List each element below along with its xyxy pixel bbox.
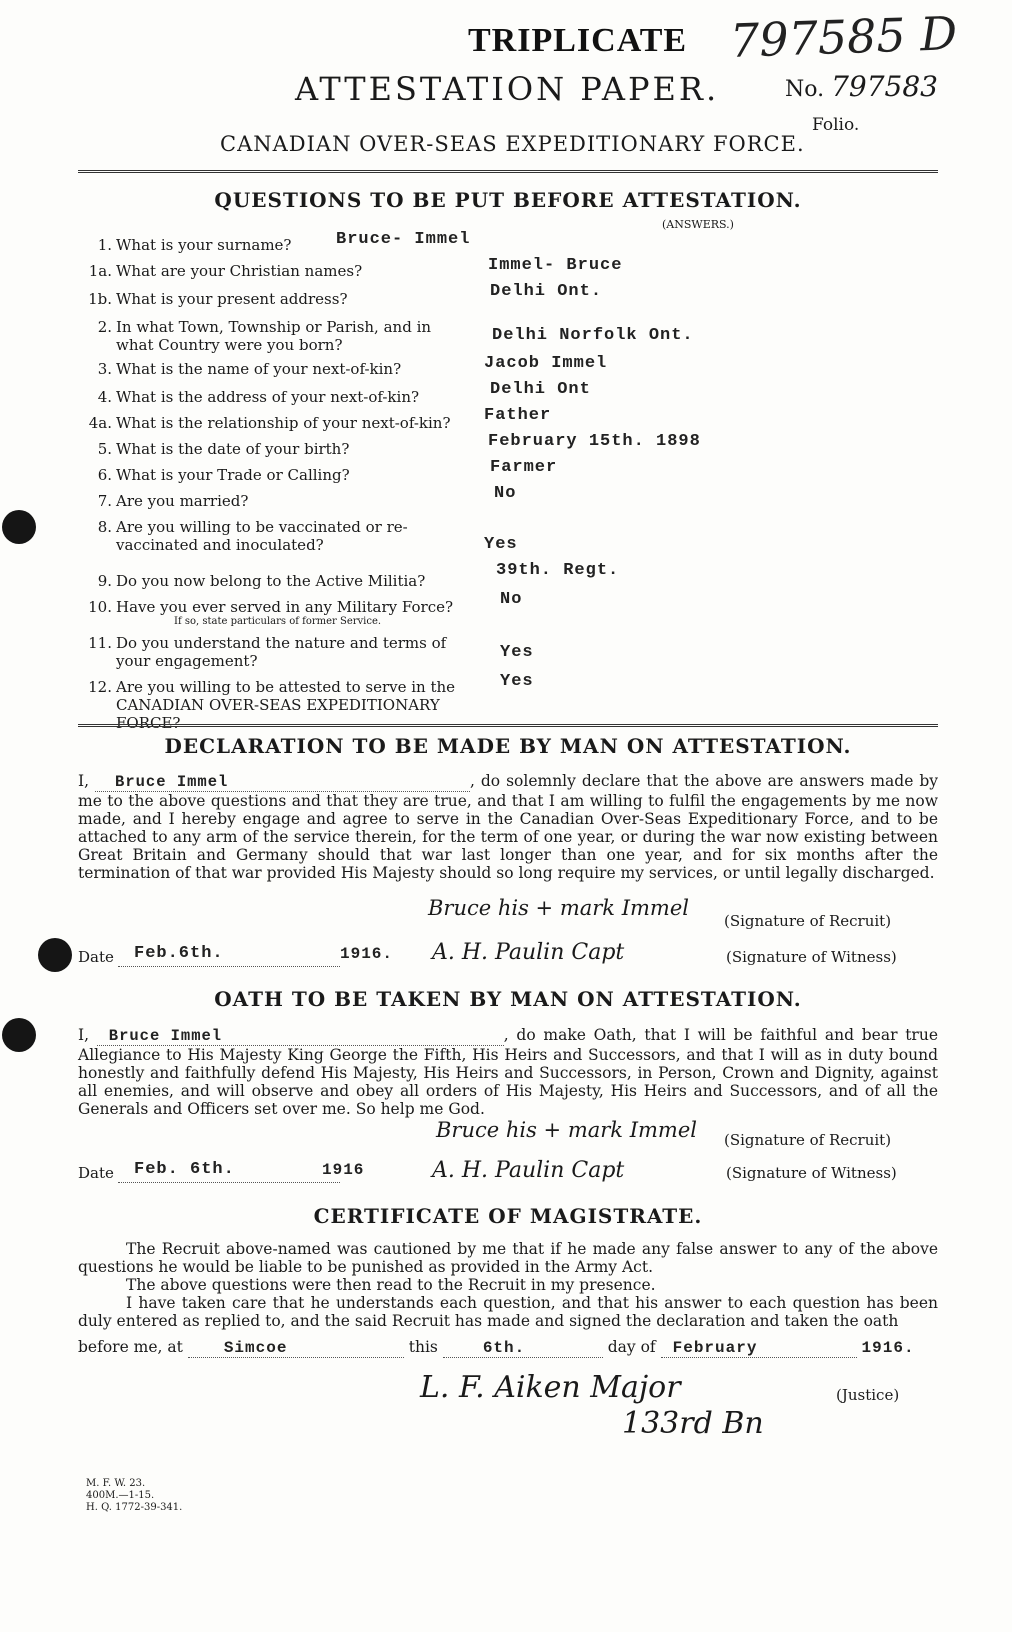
declaration-date-value: Feb.6th. — [134, 944, 224, 963]
punch-hole-1 — [2, 510, 36, 544]
question-text-continued: CANADIAN OVER-SEAS EXPEDITIONARY FORCE? — [116, 696, 440, 732]
question-text: Do you understand the nature and terms of — [116, 634, 447, 652]
oath-i: I, — [78, 1026, 90, 1044]
unit-note: 133rd Bn — [622, 1406, 764, 1441]
certificate-year: 1916. — [861, 1339, 915, 1357]
answer-value: Yes — [500, 672, 534, 691]
punch-hole-3 — [2, 1018, 36, 1052]
certificate-dayof-label: day of — [607, 1338, 656, 1356]
question-text: What is your surname? — [116, 236, 292, 254]
declaration-witness-label: (Signature of Witness) — [726, 948, 897, 966]
question-number: 10. — [88, 598, 112, 616]
question-text: In what Town, Township or Parish, and in — [116, 318, 432, 336]
footer-line-1: M. F. W. 23. — [86, 1478, 146, 1489]
serial-number-value: 797583 — [831, 70, 938, 103]
answer-value: Yes — [500, 643, 534, 662]
question-number: 4. — [97, 388, 112, 406]
document-title: ATTESTATION PAPER. — [295, 70, 720, 108]
question-text-continued: your engagement? — [116, 652, 258, 670]
question-text: What are your Christian names? — [116, 262, 363, 280]
oath-text-2: bear true Allegiance to His Majesty King George the Fifth, His Heirs and Successors, and that I will as in duty bound honestly and faithfully defend His Majesty, His Heirs and Successors, in Person, Crown and Dignity, against all enemies, and will observe and obey all orders of His Majesty, His Heirs and Successors, and of all the Generals and Officers set over me. So help me God. — [78, 1026, 938, 1118]
certificate-p2: The above questions were then read to the Recruit in my presence. — [126, 1276, 656, 1294]
question-number: 1a. — [88, 262, 112, 280]
serial-number-label: No. — [785, 77, 825, 102]
divider — [78, 170, 938, 173]
declaration-text-1: , do solemnly declare that the above are answers — [470, 772, 865, 790]
question-text: What is your Trade or Calling? — [116, 466, 350, 484]
divider — [78, 724, 938, 727]
answer-value: No — [494, 484, 517, 503]
oath-date-value: Feb. 6th. — [134, 1160, 235, 1179]
question-row — [84, 440, 474, 458]
oath-text — [78, 1026, 938, 1118]
answer-value: 39th. Regt. — [496, 561, 620, 580]
question-text-continued: what Country were you born? — [116, 336, 343, 354]
form-footer — [86, 1478, 182, 1514]
answer-value: Father — [484, 406, 552, 425]
certificate-this-label: this — [408, 1338, 438, 1356]
question-number: 4a. — [88, 414, 112, 432]
question-number: 2. — [97, 318, 112, 336]
question-row — [84, 466, 474, 484]
certificate-p3: I have taken care that he understands each question, and that his answer to each question has been duly entered as replied to, and the said Recruit has made and signed the declaration and taken the oath — [78, 1294, 938, 1330]
footer-line-3: H. Q. 1772-39-341. — [86, 1502, 183, 1513]
declaration-date-label: Date — [78, 948, 114, 966]
question-text-continued: vaccinated and inoculated? — [116, 536, 324, 554]
certificate-before-label: before me, at — [78, 1338, 183, 1356]
declaration-heading: DECLARATION TO BE MADE BY MAN ON ATTESTATION. — [164, 734, 852, 758]
question-number: 9. — [97, 572, 112, 590]
question-text: What is the name of your next-of-kin? — [116, 360, 402, 378]
certificate-heading: CERTIFICATE OF MAGISTRATE. — [313, 1204, 703, 1228]
certificate-text — [78, 1240, 938, 1330]
answers-label: (ANSWERS.) — [662, 218, 734, 231]
question-row — [84, 318, 474, 354]
question-row — [84, 414, 474, 432]
question-row — [84, 388, 474, 406]
answer-value: Bruce- Immel — [336, 230, 471, 249]
answer-value: Yes — [484, 535, 518, 554]
oath-witness-label: (Signature of Witness) — [726, 1164, 897, 1182]
justice-signature: L. F. Aiken Major — [420, 1370, 681, 1405]
answer-value: Immel- Bruce — [488, 256, 623, 275]
question-number: 7. — [97, 492, 112, 510]
declaration-i: I, — [78, 772, 90, 790]
folio-label: Folio. — [812, 115, 860, 135]
declaration-witness-signature: A. H. Paulin Capt — [432, 940, 625, 965]
question-number: 1b. — [88, 290, 112, 308]
question-row — [84, 518, 474, 554]
justice-label: (Justice) — [836, 1386, 900, 1404]
reference-number: 797585 D — [729, 6, 958, 68]
answer-value: Delhi Norfolk Ont. — [492, 326, 694, 345]
question-text-continued: If so, state particulars of former Service. — [174, 616, 382, 627]
answer-value: No — [500, 590, 523, 609]
declaration-recruit-label: (Signature of Recruit) — [724, 912, 892, 930]
oath-name: Bruce Immel — [97, 1027, 504, 1046]
question-text: Do you now belong to the Active Militia? — [116, 572, 426, 590]
oath-date-label: Date — [78, 1164, 114, 1182]
question-number: 8. — [97, 518, 112, 536]
question-row — [84, 262, 474, 280]
question-number: 5. — [97, 440, 112, 458]
oath-recruit-label: (Signature of Recruit) — [724, 1131, 892, 1149]
question-number: 12. — [88, 678, 112, 696]
oath-witness-signature: A. H. Paulin Capt — [432, 1158, 625, 1183]
serial-number — [785, 70, 938, 103]
certificate-place: Simcoe — [188, 1339, 404, 1358]
certificate-month: February — [661, 1339, 857, 1358]
certificate-day: 6th. — [443, 1339, 603, 1358]
declaration-text — [78, 772, 938, 882]
question-row — [84, 598, 474, 627]
oath-heading: OATH TO BE TAKEN BY MAN ON ATTESTATION. — [214, 987, 802, 1011]
question-text: What is your present address? — [116, 290, 348, 308]
punch-hole-2 — [38, 938, 72, 972]
declaration-recruit-signature: Bruce his + mark Immel — [428, 896, 689, 920]
question-row — [84, 360, 474, 378]
question-number: 6. — [97, 466, 112, 484]
answer-value: February 15th. 1898 — [488, 432, 701, 451]
oath-text-1: , do make Oath, that I will be faithful and — [503, 1026, 855, 1044]
oath-recruit-signature: Bruce his + mark Immel — [436, 1118, 697, 1142]
question-text: What is the date of your birth? — [116, 440, 350, 458]
question-row — [84, 290, 474, 308]
question-row — [84, 634, 474, 670]
question-row — [84, 572, 474, 590]
footer-line-2: 400M.—1-15. — [86, 1490, 155, 1501]
answer-value: Delhi Ont — [490, 380, 591, 399]
answer-value: Jacob Immel — [484, 354, 608, 373]
declaration-name: Bruce Immel — [95, 773, 470, 792]
question-text: What is the relationship of your next-of-kin? — [116, 414, 451, 432]
question-number: 1. — [97, 236, 112, 254]
question-text: Are you married? — [116, 492, 249, 510]
question-text: Are you willing to be attested to serve in the — [116, 678, 456, 696]
question-text: Have you ever served in any Military Force? — [116, 598, 454, 616]
triplicate-stamp: TRIPLICATE — [468, 22, 688, 59]
document-subtitle: CANADIAN OVER-SEAS EXPEDITIONARY FORCE. — [220, 132, 805, 156]
questions-heading: QUESTIONS TO BE PUT BEFORE ATTESTATION. — [214, 188, 802, 212]
question-number: 3. — [97, 360, 112, 378]
question-row — [84, 492, 474, 510]
declaration-year: 1916. — [340, 945, 394, 963]
oath-year: 1916 — [322, 1161, 365, 1179]
answer-value: Delhi Ont. — [490, 282, 603, 301]
answer-value: Farmer — [490, 458, 558, 477]
question-text: What is the address of your next-of-kin? — [116, 388, 420, 406]
question-text: Are you willing to be vaccinated or re- — [116, 518, 408, 536]
declaration-text-2: made by me to the above questions and that they are true, and that I am willing to fulfil the engagements by me now made, and I hereby engage and agree to serve in the Canadian Over-Seas Expeditionary Force, and to be attached to any arm of the service therein, for the term of one year, or during the war now existing between Great Britain and Germany should that war last longer than one year, and for six months after the termination of that war provided His Majesty should so long require my services, or until legally discharged. — [78, 772, 938, 882]
certificate-p1: The Recruit above-named was cautioned by me that if he made any false answer to any of the above questions he would be liable to be punished as provided in the Army Act. — [78, 1240, 938, 1276]
certificate-before-line — [78, 1338, 938, 1358]
question-number: 11. — [88, 634, 112, 652]
